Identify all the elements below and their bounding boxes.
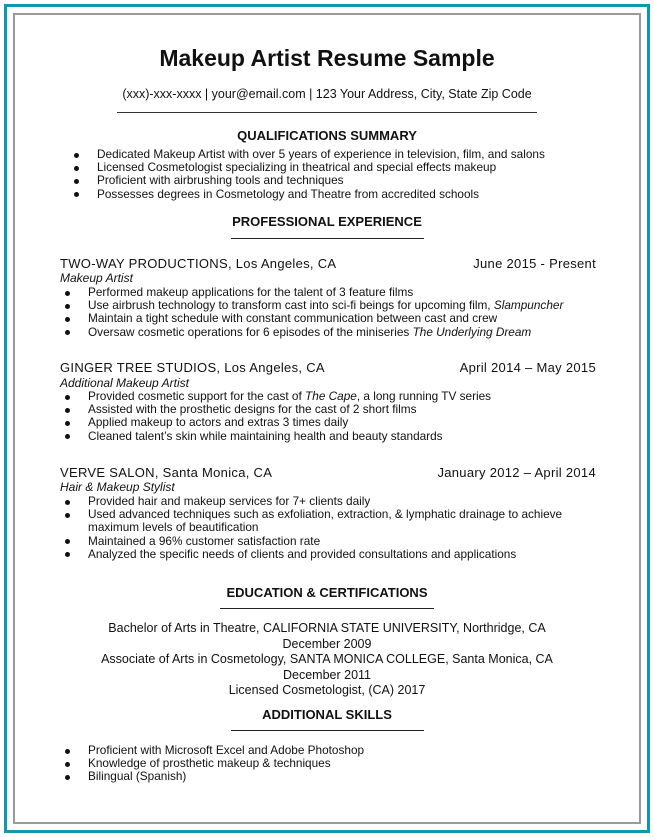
skills-heading: ADDITIONAL SKILLS [262,707,392,722]
bullet-icon [65,775,70,780]
list-item: Analyzed the specific needs of clients and provided consultations and applications [88,548,588,561]
list-item: Use airbrush technology to transform cast into sci-fi beings for upcoming film, Slampuncher [88,299,563,312]
bullet-icon [65,304,70,309]
list-item: Applied makeup to actors and extras 3 times daily [88,416,491,429]
bullet-icon [65,395,70,400]
list-item: Dedicated Makeup Artist with over 5 years of experience in television, film, and salons [97,148,545,161]
list-item: Proficient with airbrushing tools and techniques [97,174,545,187]
bullet-icon [65,291,70,296]
skills-heading-rule [231,730,424,731]
job-role: Makeup Artist [60,271,133,285]
list-item: Performed makeup applications for the talent of 3 feature films [88,286,563,299]
job-company: GINGER TREE STUDIOS, Los Angeles, CA [60,360,325,375]
list-item: Used advanced techniques such as exfoliation, extraction, & lymphatic drainage to achieve maximum levels of beautification [88,508,588,534]
list-item: Bilingual (Spanish) [88,770,364,783]
list-item: Possesses degrees in Cosmetology and Theatre from accredited schools [97,188,545,201]
list-item: Provided cosmetic support for the cast of The Cape, a long running TV series [88,390,491,403]
resume-title: Makeup Artist Resume Sample [159,45,495,71]
experience-heading-rule [231,238,424,239]
bullet-icon [65,317,70,322]
experience-heading: PROFESSIONAL EXPERIENCE [232,214,422,229]
list-item: Maintain a tight schedule with constant communication between cast and crew [88,312,563,325]
list-item: Oversaw cosmetic operations for 6 episodes of the miniseries The Underlying Dream [88,326,563,339]
education-line: Bachelor of Arts in Theatre, CALIFORNIA STATE UNIVERSITY, Northridge, CA [108,621,546,635]
job-bullets [88,286,563,339]
job-company: VERVE SALON, Santa Monica, CA [60,465,273,480]
job-role: Hair & Makeup Stylist [60,480,175,494]
list-item: Maintained a 96% customer satisfaction rate [88,535,588,548]
bullet-icon [65,500,70,505]
list-item: Knowledge of prosthetic makeup & techniques [88,757,364,770]
bullet-icon [74,153,79,158]
list-item: Cleaned talent’s skin while maintaining health and beauty standards [88,430,491,443]
bullet-icon [74,166,79,171]
bullet-icon [65,513,70,518]
bullet-icon [65,421,70,426]
job-role: Additional Makeup Artist [60,376,189,390]
skills-list [88,744,364,784]
job-bullets [88,495,588,561]
bullet-icon [65,408,70,413]
list-item: Assisted with the prosthetic designs for the cast of 2 short films [88,403,491,416]
education-line: Licensed Cosmetologist, (CA) 2017 [228,683,426,697]
list-item: Licensed Cosmetologist specializing in theatrical and special effects makeup [97,161,545,174]
bullet-icon [65,749,70,754]
job-dates: January 2012 – April 2014 [437,465,596,480]
job-bullets [88,390,491,443]
list-item: Proficient with Microsoft Excel and Adobe Photoshop [88,744,364,757]
education-heading: EDUCATION & CERTIFICATIONS [226,585,428,600]
job-company: TWO-WAY PRODUCTIONS, Los Angeles, CA [60,256,337,271]
job-dates: April 2014 – May 2015 [459,360,596,375]
qualifications-heading: QUALIFICATIONS SUMMARY [237,128,417,143]
education-line: December 2009 [282,636,372,651]
list-item: Provided hair and makeup services for 7+ clients daily [88,495,588,508]
bullet-icon [65,762,70,767]
education-heading-rule [220,608,434,609]
contact-line: (xxx)-xxx-xxxx | your@email.com | 123 Your Address, City, State Zip Code [122,87,532,101]
header-divider [117,112,537,113]
education-block [0,621,654,699]
education-line: Associate of Arts in Cosmetology, SANTA MONICA COLLEGE, Santa Monica, CA [101,652,553,666]
education-line: December 2011 [282,667,371,682]
job-dates: June 2015 - Present [473,256,596,271]
bullet-icon [74,179,79,184]
qualifications-list [97,148,545,201]
